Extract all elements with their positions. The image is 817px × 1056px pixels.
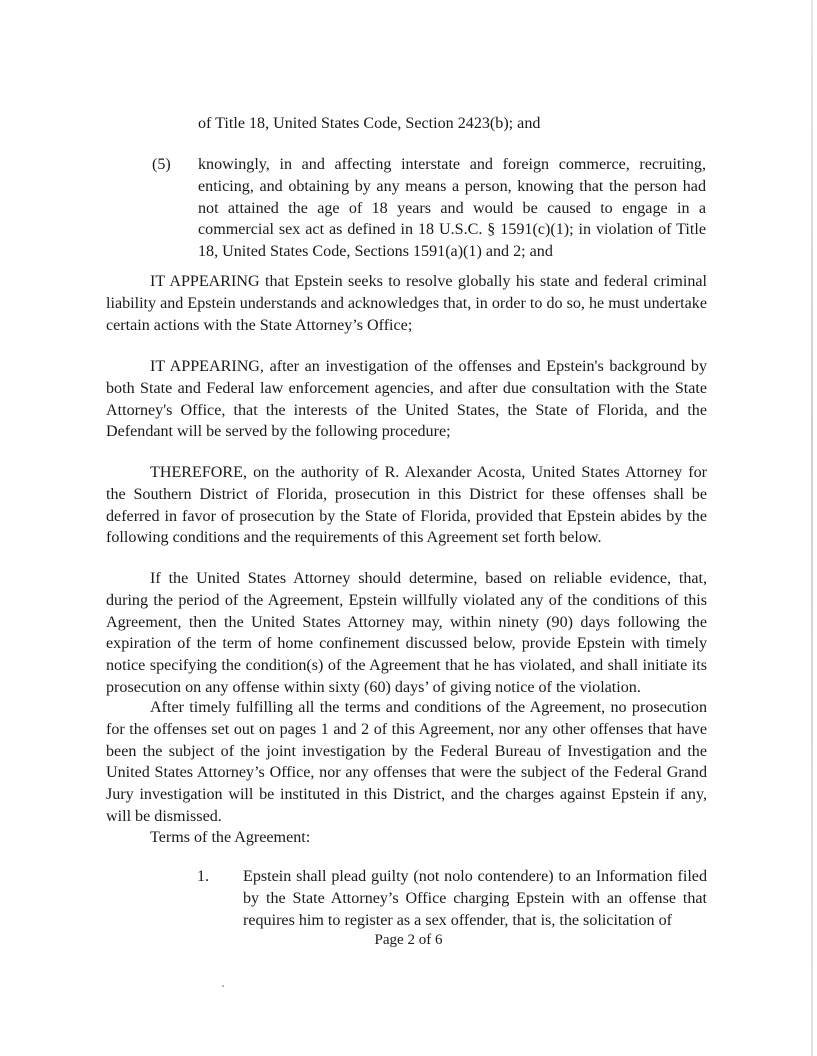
paragraph-global-resolution: IT APPEARING that Epstein seeks to resolve globally his state and federal criminal liability and Epstein understands and acknowledges that, in order to do so, he must undertake certain actions with the State Attorney’s Office; [106, 273, 707, 334]
item-5-number: (5) [152, 156, 171, 173]
scan-edge-line [811, 0, 813, 1056]
page-number-footer: Page 2 of 6 [374, 932, 443, 948]
scan-speck [222, 985, 224, 987]
paragraph-violation-notice: If the United States Attorney should determine, based on reliable evidence, that, during the period of the Agreement, Epstein willfully violated any of the conditions of this Agreement, then the United States Attorney may, within ninety (90) days following the expiration of the term of home confinement discussed below, provide Epstein with timely notice specifying the condition(s) of the Agreement that he has violated, and shall initiate its prosecution on any offense within sixty (60) days’ of giving notice of the violation. [106, 570, 707, 696]
terms-heading: Terms of the Agreement: [150, 829, 311, 846]
term-1-number: 1. [197, 868, 210, 885]
paragraph-investigation: IT APPEARING, after an investigation of the offenses and Epstein's background by both State and Federal law enforcement agencies, and after due consultation with the State Attorney's Office, that the interests of the United States, the State of Florida, and the Defendant will be served by the following procedure; [106, 358, 707, 441]
term-1-text: Epstein shall plead guilty (not nolo contendere) to an Information filed by the State Attorney’s Office charging Epstein with an offense that requires him to register as a sex offender, that is, the solicitation of [243, 868, 707, 929]
item-5-text: knowingly, in and affecting interstate and foreign commerce, recruiting, enticing, and obtaining by any means a person, knowing that the person had not attained the age of 18 years and would be caused to engage in a commercial sex act as defined in 18 U.S.C. § 1591(c)(1); in violation of Title 18, United States Code, Sections 1591(a)(1) and 2; and [198, 156, 706, 261]
paragraph-therefore: THEREFORE, on the authority of R. Alexander Acosta, United States Attorney for the Southern District of Florida, prosecution in this District for these offenses shall be deferred in favor of prosecution by the State of Florida, provided that Epstein abides by the following conditions and the requirements of this Agreement set forth below. [106, 464, 707, 547]
continuation-line: of Title 18, United States Code, Section 2423(b); and [198, 115, 541, 132]
paragraph-no-prosecution: After timely fulfilling all the terms and conditions of the Agreement, no prosecution for the offenses set out on pages 1 and 2 of this Agreement, nor any other offenses that have been the subject of the joint investigation by the Federal Bureau of Investigation and the United States Attorney’s Office, nor any offenses that were the subject of the Federal Grand Jury investigation will be instituted in this District, and the charges against Epstein if any, will be dismissed. [106, 699, 707, 825]
